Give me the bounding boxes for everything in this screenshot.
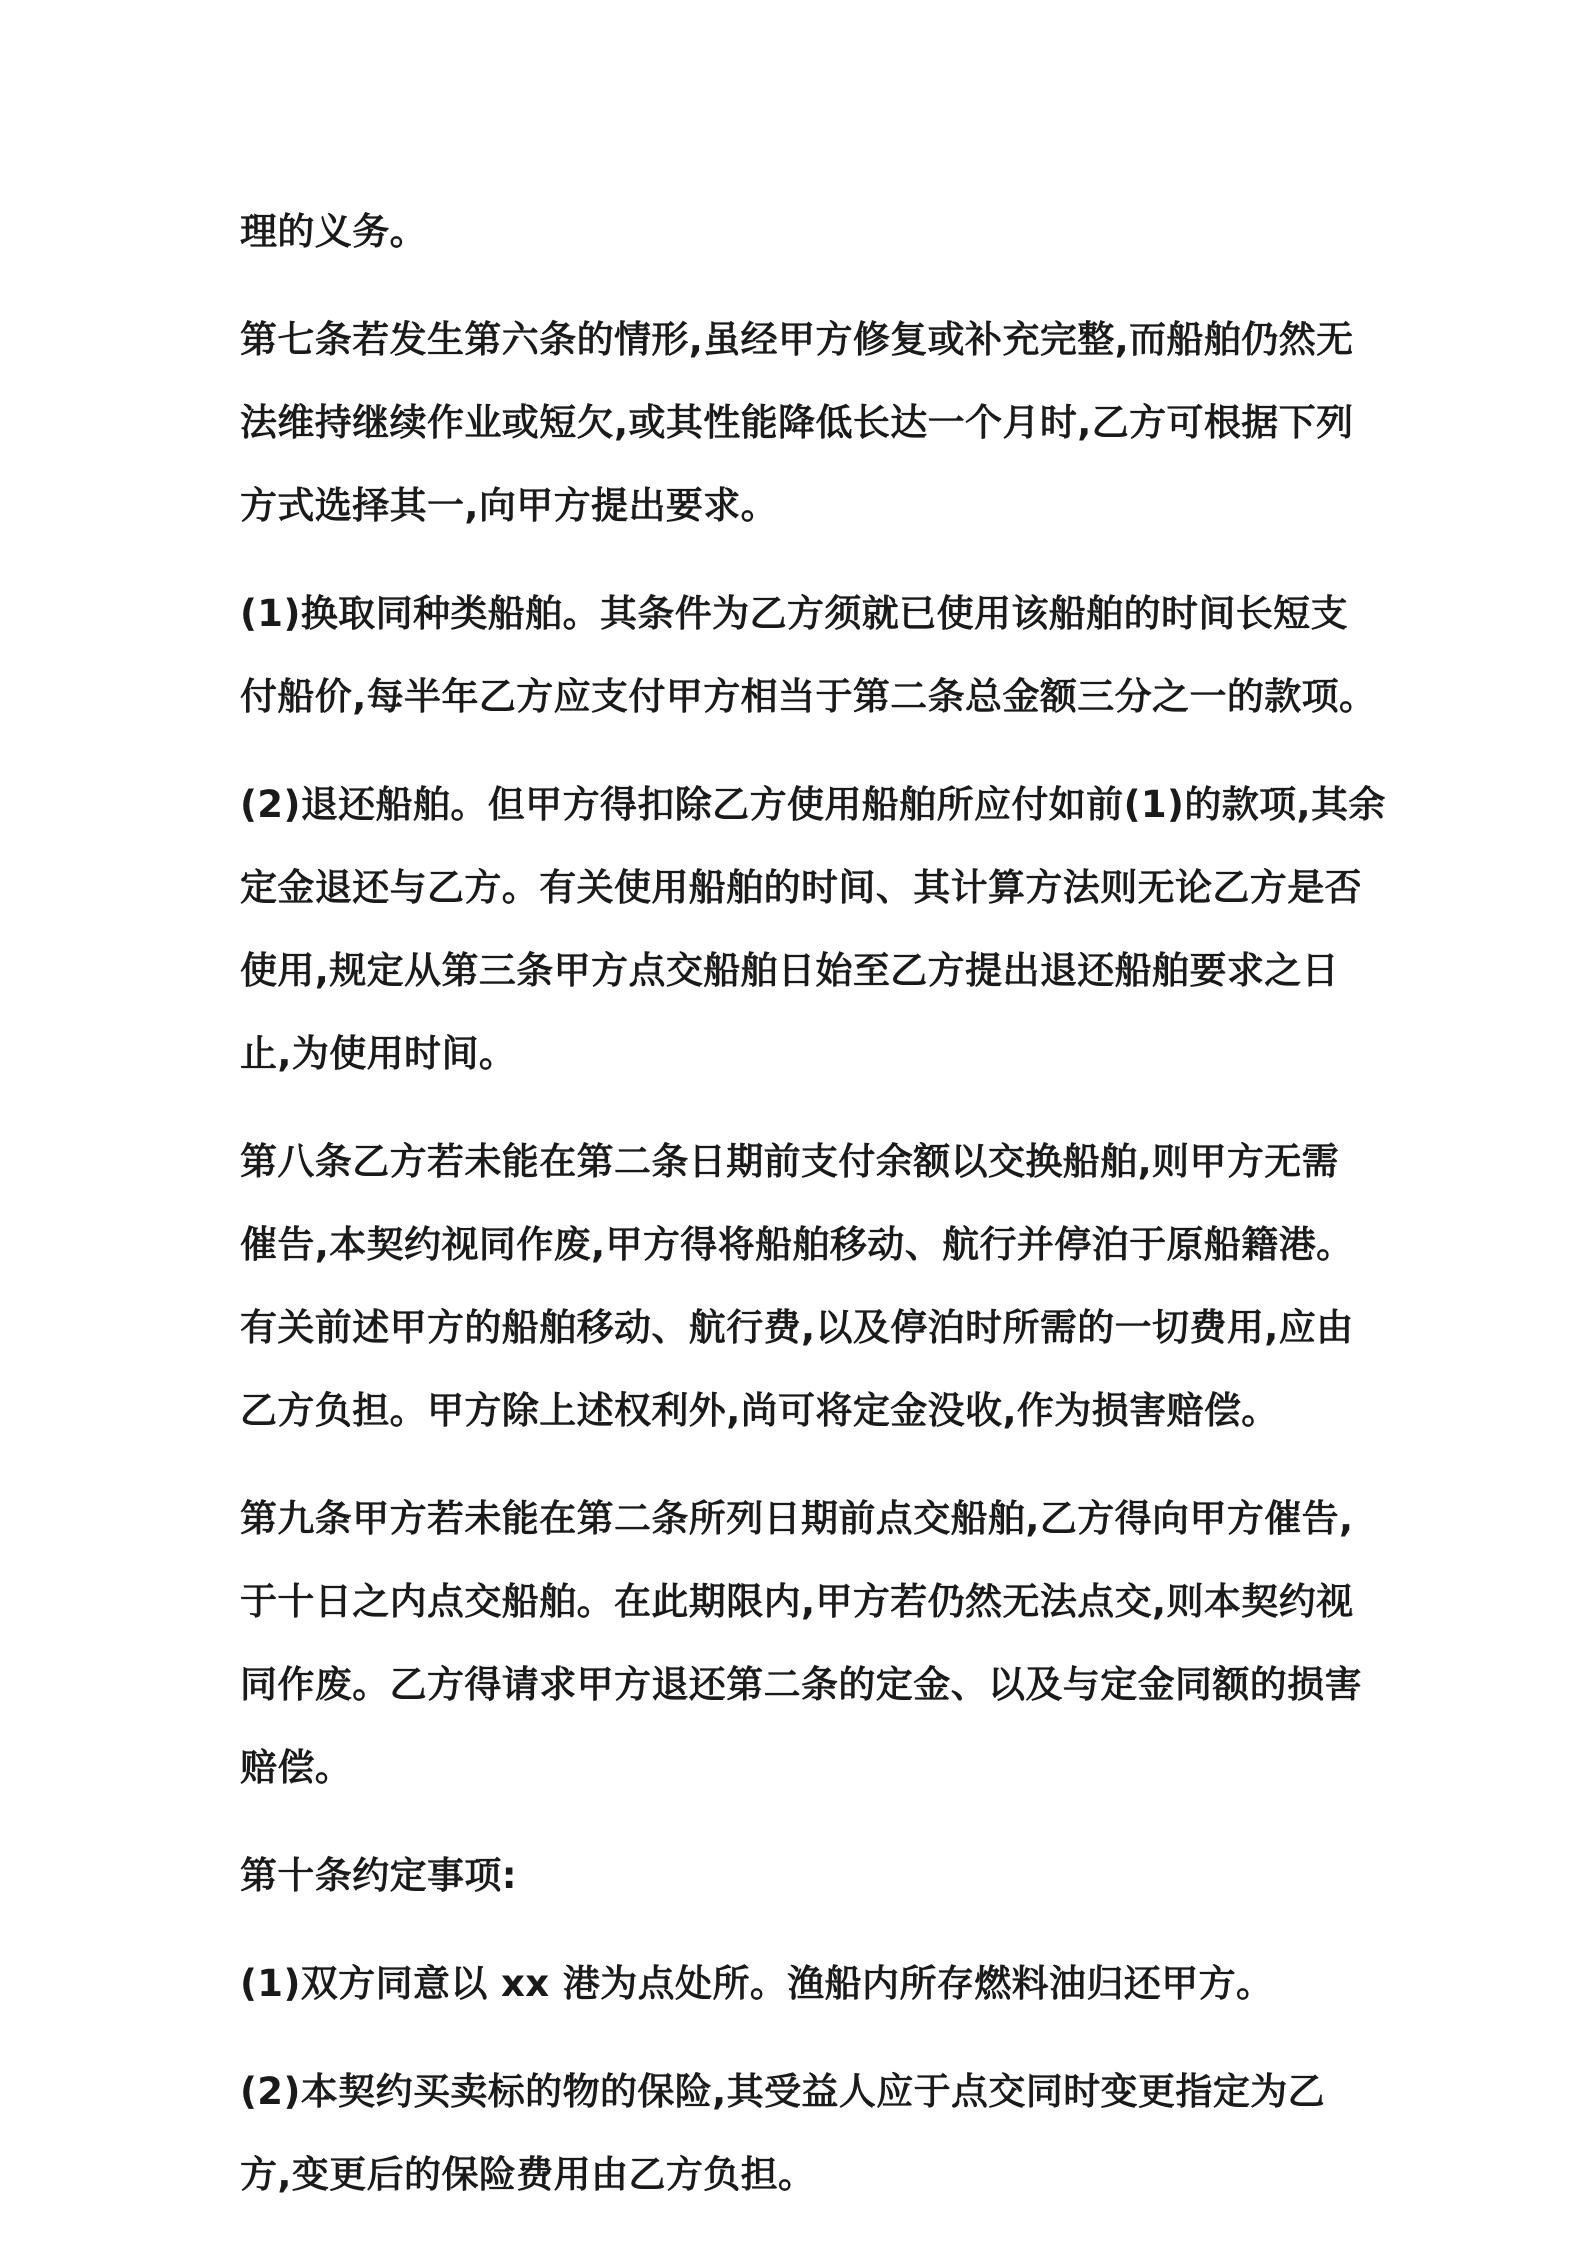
text-line: 赔偿。: [240, 1746, 353, 1789]
paragraph-article-10-heading: [240, 1834, 1360, 1917]
text-line: (2)退还船舶。但甲方得扣除乙方使用船舶所应付如前(1)的款项,其余: [240, 783, 1386, 826]
paragraph-article-10-item-2: [240, 2050, 1360, 2216]
paragraph-article-10-item-1: [240, 1942, 1360, 2025]
text-line: 止,为使用时间。: [240, 1032, 517, 1075]
paragraph-article-8: [240, 1120, 1360, 1452]
text-line: 方,变更后的保险费用由乙方负担。: [240, 2153, 816, 2196]
text-line: 第八条乙方若未能在第二条日期前支付余额以交换船舶,则甲方无需: [240, 1140, 1340, 1183]
text-line: 法维持继续作业或短欠,或其性能降低长达一个月时,乙方可根据下列: [240, 401, 1354, 444]
paragraph-article-7-item-1: [240, 572, 1377, 738]
text-line: 方式选择其一,向甲方提出要求。: [240, 484, 779, 527]
text-line: (2)本契约买卖标的物的保险,其受益人应于点交同时变更指定为乙: [240, 2070, 1326, 2113]
paragraph-article-7-item-2: [240, 763, 1386, 1095]
document-body: [240, 190, 1386, 2241]
paragraph-article-9: [240, 1477, 1360, 1809]
text-line: 第九条甲方若未能在第二条所列日期前点交船舶,乙方得向甲方催告,: [240, 1497, 1354, 1540]
text-line: 理的义务。: [240, 210, 427, 253]
text-line: 催告,本契约视同作废,甲方得将船舶移动、航行并停泊于原船籍港。: [240, 1223, 1354, 1266]
text-line: 使用,规定从第三条甲方点交船舶日始至乙方提出退还船舶要求之日: [240, 949, 1340, 992]
paragraph-article-7: [240, 298, 1360, 547]
text-line: 于十日之内点交船舶。在此期限内,甲方若仍然无法点交,则本契约视: [240, 1580, 1354, 1623]
text-line: 定金退还与乙方。有关使用船舶的时间、其计算方法则无论乙方是否: [240, 866, 1362, 909]
text-line: 付船价,每半年乙方应支付甲方相当于第二条总金额三分之一的款项。: [240, 675, 1377, 718]
text-line: 乙方负担。甲方除上述权利外,尚可将定金没收,作为损害赔偿。: [240, 1389, 1279, 1432]
text-line: 同作废。乙方得请求甲方退还第二条的定金、以及与定金同额的损害: [240, 1663, 1362, 1706]
paragraph-obligation-end: [240, 190, 1360, 273]
text-line: 第十条约定事项:: [240, 1854, 517, 1897]
text-line: (1)双方同意以 xx 港为点处所。渔船内所存燃料油归还甲方。: [240, 1962, 1274, 2005]
text-line: 有关前述甲方的船舶移动、航行费,以及停泊时所需的一切费用,应由: [240, 1306, 1354, 1349]
text-line: 第七条若发生第六条的情形,虽经甲方修复或补充完整,而船舶仍然无: [240, 318, 1354, 361]
text-line: (1)换取同种类船舶。其条件为乙方须就已使用该船舶的时间长短支: [240, 592, 1348, 635]
